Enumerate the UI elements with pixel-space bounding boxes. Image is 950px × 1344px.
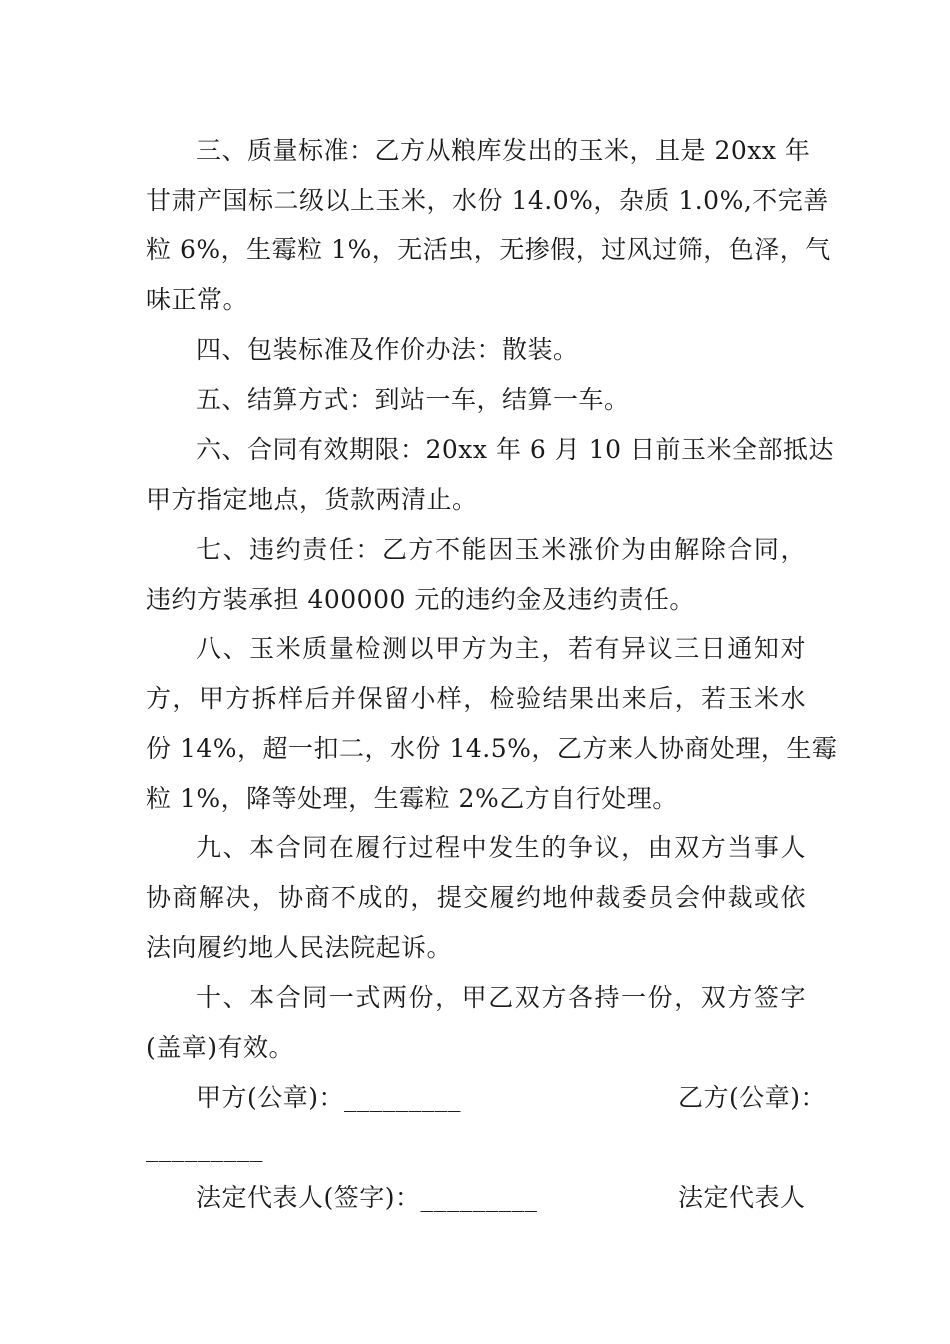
clause-9-line-2: 协商解决，协商不成的，提交履约地仲裁委员会仲裁或依 <box>146 883 806 912</box>
clause-6-line-1: 六、合同有效期限：20xx 年 6 月 10 日前玉米全部抵达 <box>196 435 834 464</box>
party-b-seal-blank: _________ <box>146 1133 263 1162</box>
clause-5: 五、结算方式：到站一车，结算一车。 <box>196 385 630 414</box>
party-a-seal-line: 甲方(公章)：_________ <box>196 1083 462 1112</box>
clause-7-line-1: 七、违约责任：乙方不能因玉米涨价为由解除合同， <box>196 535 806 564</box>
clause-9-line-3: 法向履约地人民法院起诉。 <box>146 933 453 962</box>
party-a-representative-line: 法定代表人(签字)：_________ <box>196 1183 538 1212</box>
party-b-seal-label: 乙方(公章)： <box>678 1083 827 1112</box>
clause-4: 四、包装标准及作价办法：散装。 <box>196 335 579 364</box>
clause-8-line-1: 八、玉米质量检测以甲方为主，若有异议三日通知对 <box>196 634 806 663</box>
clause-8-line-3: 份 14%，超一扣二，水份 14.5%，乙方来人协商处理，生霉 <box>146 734 838 763</box>
clause-3-line-3: 粒 6%，生霉粒 1%，无活虫，无掺假，过风过筛，色泽，气 <box>146 235 831 264</box>
clause-3-line-2: 甘肃产国标二级以上玉米，水份 14.0%，杂质 1.0%,不完善 <box>146 186 829 215</box>
clause-7-line-2: 违约方装承担 400000 元的违约金及违约责任。 <box>146 585 695 614</box>
clause-3-line-1: 三、质量标准：乙方从粮库发出的玉米，且是 20xx 年 <box>196 136 811 165</box>
clause-6-line-2: 甲方指定地点，货款两清止。 <box>146 485 478 514</box>
clause-9-line-1: 九、本合同在履行过程中发生的争议，由双方当事人 <box>196 833 806 862</box>
clause-8-line-4: 粒 1%，降等处理，生霉粒 2%乙方自行处理。 <box>146 784 678 813</box>
clause-10-line-2: (盖章)有效。 <box>146 1033 295 1062</box>
clause-10-line-1: 十、本合同一式两份，甲乙双方各持一份，双方签字 <box>196 983 806 1012</box>
clause-8-line-2: 方，甲方拆样后并保留小样，检验结果出来后，若玉米水 <box>146 684 806 713</box>
party-b-representative-label: 法定代表人 <box>678 1183 806 1212</box>
clause-3-line-4: 味正常。 <box>146 285 249 314</box>
